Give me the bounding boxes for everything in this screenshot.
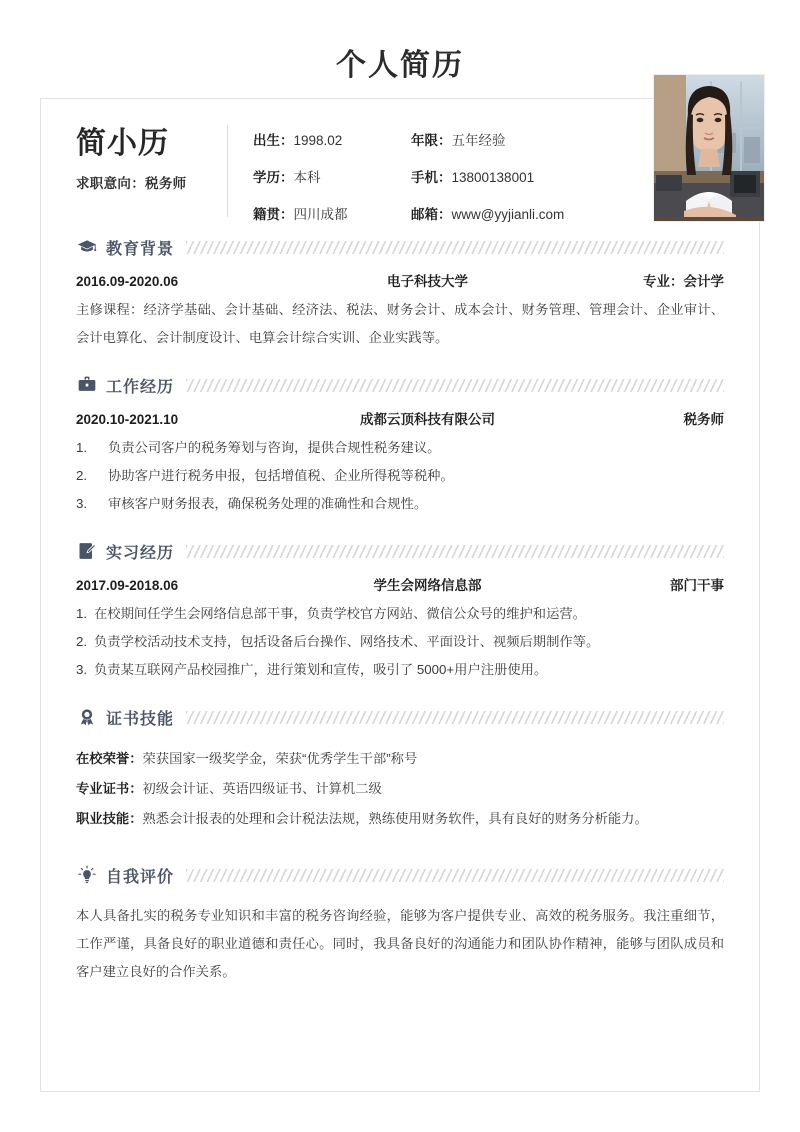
section-education <box>41 232 759 352</box>
work-date: 2020.10-2021.10 <box>76 412 179 427</box>
name-block <box>76 127 251 192</box>
info-value: 1998.02 <box>293 133 343 148</box>
education-major: 专业：会计学 <box>643 274 724 289</box>
list-item <box>76 600 724 628</box>
list-item-text: 在校期间任学生会网络信息部干事，负责学校官方网站、微信公众号的维护和运营。 <box>94 606 586 621</box>
info-field-degree: 学历：本科 <box>253 170 321 185</box>
award-medal-icon <box>76 706 98 728</box>
info-row <box>253 166 653 203</box>
section-work-experience <box>41 370 759 518</box>
work-role: 税务师 <box>683 412 724 427</box>
section-header <box>76 860 724 890</box>
info-label: 年限 <box>411 133 438 148</box>
certificate-row-skills: 职业技能：熟悉会计报表的处理和会计税法法规，熟练使用财务软件，具有良好的财务分析能力。 <box>76 811 648 826</box>
list-item <box>76 656 724 684</box>
section-title: 工作经历 <box>106 378 175 396</box>
list-item-number: 3. <box>76 662 88 677</box>
info-row <box>253 129 653 166</box>
education-school: 电子科技大学 <box>387 274 468 289</box>
certificate-value: 初级会计证、英语四级证书、计算机二级 <box>142 781 382 796</box>
header-divider <box>227 125 228 217</box>
section-hatch-decoration <box>186 379 724 392</box>
internship-entry <box>76 574 724 594</box>
profile-info-grid <box>253 129 653 240</box>
list-item-number: 1. <box>76 440 88 455</box>
section-hatch-decoration <box>186 241 724 254</box>
education-entry <box>76 270 724 290</box>
work-company: 成都云顶科技有限公司 <box>360 412 495 427</box>
profile-header <box>41 99 759 232</box>
section-header <box>76 370 724 400</box>
certificate-value: 荣获国家一级奖学金，荣获“优秀学生干部”称号 <box>142 751 418 766</box>
section-hatch-decoration <box>186 545 724 558</box>
profile-photo <box>653 74 765 222</box>
info-value: 五年经验 <box>451 133 506 148</box>
work-entry <box>76 408 724 428</box>
certificate-row-professional: 专业证书：初级会计证、英语四级证书、计算机二级 <box>76 781 382 796</box>
certificate-label: 专业证书 <box>76 781 130 796</box>
education-courses: 主修课程：经济学基础、会计基础、经济法、税法、财务会计、成本会计、财务管理、管理会计、企业审计、会计电算化、会计制度设计、电算会计综合实训、企业实践等。 <box>76 302 724 345</box>
section-title: 实习经历 <box>106 544 175 562</box>
candidate-name: 简小历 <box>76 127 169 160</box>
info-field-hometown: 籍贯：四川成都 <box>253 207 348 222</box>
resume-frame <box>40 98 760 1092</box>
info-label: 出生 <box>253 133 280 148</box>
education-date: 2016.09-2020.06 <box>76 274 179 289</box>
section-certificates <box>41 702 759 834</box>
certificate-row-honors: 在校荣誉：荣获国家一级奖学金，荣获“优秀学生干部”称号 <box>76 751 418 766</box>
photo-illustration <box>654 75 764 221</box>
list-item-number: 1. <box>76 606 88 621</box>
list-item <box>76 462 724 490</box>
section-title: 自我评价 <box>106 868 175 886</box>
lightbulb-icon <box>76 864 98 886</box>
list-item-number: 3. <box>76 496 88 511</box>
info-label: 邮箱 <box>411 207 438 222</box>
section-hatch-decoration <box>186 711 724 724</box>
section-header <box>76 702 724 732</box>
certificate-label: 在校荣誉 <box>76 751 130 766</box>
section-self-evaluation <box>41 860 759 986</box>
work-duty-list <box>76 434 724 518</box>
info-field-phone: 手机：13800138001 <box>411 170 535 185</box>
list-item-text: 负责学校活动技术支持，包括设备后台操作、网络技术、平面设计、视频后期制作等。 <box>94 634 600 649</box>
internship-role: 部门干事 <box>670 578 724 593</box>
section-title: 证书技能 <box>106 710 175 728</box>
certificate-value: 熟悉会计报表的处理和会计税法法规，熟练使用财务软件，具有良好的财务分析能力。 <box>142 811 648 826</box>
list-item-text: 协助客户进行税务申报，包括增值税、企业所得税等税种。 <box>108 468 454 483</box>
info-label: 籍贯 <box>253 207 280 222</box>
section-header <box>76 536 724 566</box>
list-item <box>76 628 724 656</box>
list-item-number: 2. <box>76 468 88 483</box>
info-label: 手机 <box>411 170 438 185</box>
section-internship <box>41 536 759 684</box>
info-field-experience: 年限：五年经验 <box>411 133 506 148</box>
page-title: 个人简历 <box>336 49 464 82</box>
info-value: www@yyjianli.com <box>451 207 565 222</box>
info-field-email: 邮箱：www@yyjianli.com <box>411 207 565 222</box>
section-hatch-decoration <box>186 869 724 882</box>
internship-date: 2017.09-2018.06 <box>76 578 179 593</box>
job-intent-label: 求职意向 <box>76 176 132 191</box>
job-intent: 求职意向：税务师 <box>76 176 187 191</box>
list-item-text: 负责某互联网产品校园推广，进行策划和宣传，吸引了 5000+用户注册使用。 <box>94 662 548 677</box>
info-label: 学历 <box>253 170 280 185</box>
info-value: 13800138001 <box>451 170 535 185</box>
list-item-text: 负责公司客户的税务筹划与咨询，提供合规性税务建议。 <box>108 440 441 455</box>
internship-org: 学生会网络信息部 <box>373 578 482 593</box>
info-row <box>253 203 653 240</box>
info-value: 本科 <box>293 170 321 185</box>
graduation-cap-icon <box>76 236 98 258</box>
internship-duty-list <box>76 600 724 684</box>
info-field-birth: 出生：1998.02 <box>253 133 343 148</box>
self-evaluation-text: 本人具备扎实的税务专业知识和丰富的税务咨询经验，能够为客户提供专业、高效的税务服务。我注重细节，工作严谨，具备良好的职业道德和责任心。同时，我具备良好的沟通能力和团队协作精神，能够与团队成员和客户建立良好的合作关系。 <box>76 908 724 979</box>
pencil-note-icon <box>76 540 98 562</box>
certificate-label: 职业技能 <box>76 811 130 826</box>
list-item <box>76 490 724 518</box>
briefcase-icon <box>76 374 98 396</box>
info-value: 四川成都 <box>293 207 348 222</box>
section-title: 教育背景 <box>106 240 175 258</box>
job-intent-value: 税务师 <box>145 176 187 191</box>
list-item <box>76 434 724 462</box>
list-item-text: 审核客户财务报表，确保税务处理的准确性和合规性。 <box>108 496 428 511</box>
list-item-number: 2. <box>76 634 88 649</box>
